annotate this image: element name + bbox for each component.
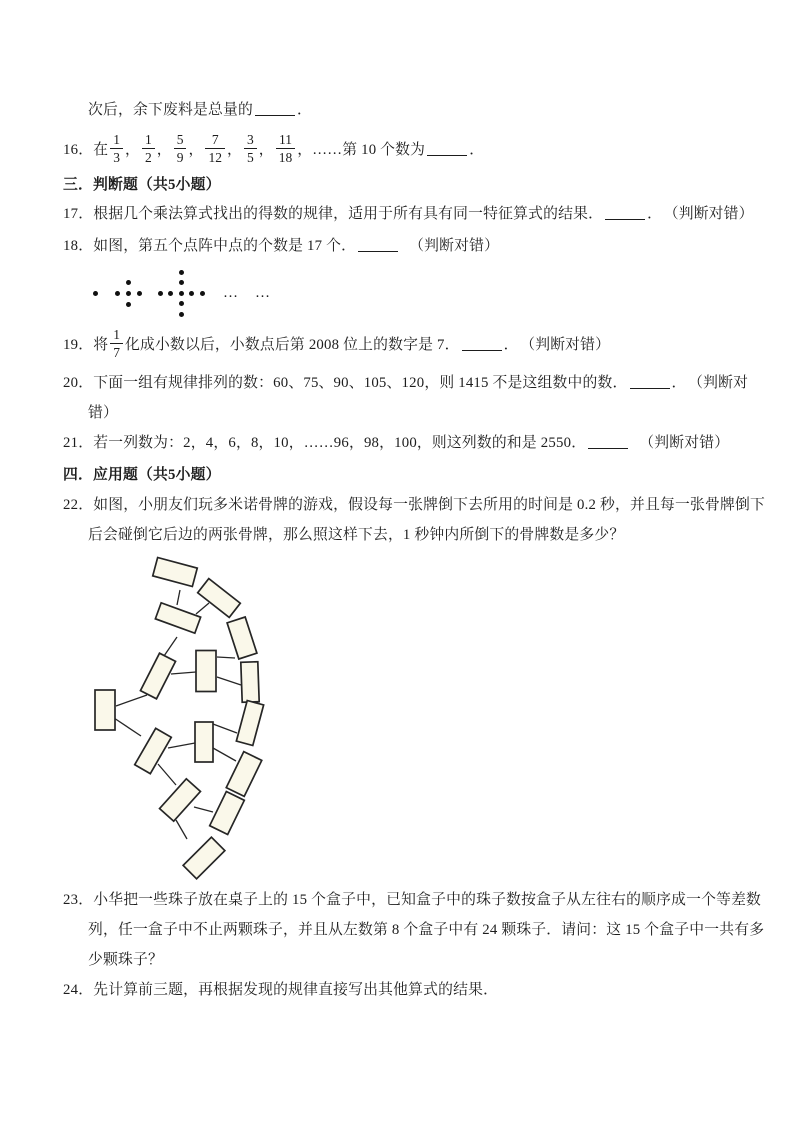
text-run: 次后，余下废料是总量的 — [88, 102, 253, 118]
text-run: （判断对错） — [527, 337, 611, 353]
question-22-line2 — [88, 526, 624, 545]
text-run: ， — [226, 142, 242, 158]
text-run: 四．应用题（共5小题） — [63, 467, 221, 483]
dot — [126, 280, 131, 285]
domino — [95, 690, 115, 730]
domino — [155, 603, 200, 633]
answer-blank — [462, 337, 502, 351]
domino — [153, 558, 198, 587]
domino — [195, 722, 213, 762]
text-run: 22．如图，小朋友们玩多米诺骨牌的游戏，假设每一张牌倒下去所用的时间是 0.2 秒，并且每一张骨牌倒下 — [63, 497, 765, 513]
fraction — [276, 132, 296, 165]
fraction-denominator: 12 — [208, 150, 222, 166]
question-17 — [63, 205, 754, 224]
domino — [160, 779, 201, 821]
answer-blank — [588, 435, 628, 449]
fraction — [142, 132, 155, 165]
dot — [126, 291, 131, 296]
text-run: 少颗珠子？ — [88, 952, 163, 968]
fraction — [205, 132, 225, 165]
fraction-denominator: 18 — [278, 150, 293, 166]
text-run: （判断对 — [695, 375, 749, 391]
question-21 — [63, 434, 729, 453]
section-4-header — [63, 466, 221, 485]
dot — [179, 312, 184, 317]
domino-link-line — [114, 718, 141, 736]
text-run: 后会碰倒它后边的两张骨牌，那么照这样下去，1 秒钟内所倒下的骨牌数是多少？ — [88, 527, 625, 543]
dot — [93, 291, 98, 296]
text-run: ， — [258, 142, 274, 158]
text-run: ． — [671, 375, 687, 391]
domino-link-line — [168, 743, 195, 748]
fraction-numerator: 7 — [205, 132, 225, 149]
fraction-denominator: 7 — [113, 345, 120, 361]
dot — [179, 280, 184, 285]
text-run: 列，任一盒子中不止两颗珠子，并且从左数第 8 个盒子中有 24 颗珠子．请问：这 15 个盒子中一共有多 — [88, 922, 765, 938]
question-23-line1 — [63, 891, 761, 910]
dot — [179, 270, 184, 275]
domino-link-line — [177, 590, 180, 605]
question-22-line1 — [63, 496, 765, 515]
domino-diagram — [85, 550, 275, 885]
domino-link-line — [171, 672, 196, 674]
dot — [200, 291, 205, 296]
text-run: 20．下面一组有规律排列的数：60、75、90、105、120，则 1415 不是这组数中的数． — [63, 375, 628, 391]
fraction — [110, 327, 123, 360]
text-run: 错） — [88, 405, 118, 421]
fraction-denominator: 5 — [246, 150, 254, 166]
question-23-line2 — [88, 921, 764, 940]
fraction-numerator: 1 — [110, 327, 123, 344]
text-run: ． — [469, 142, 485, 158]
answer-blank — [427, 142, 467, 156]
fraction-numerator: 11 — [276, 132, 296, 149]
question-20-line2 — [88, 404, 118, 423]
domino — [140, 653, 175, 699]
text-run: （判断对错） — [639, 435, 730, 451]
question-18 — [63, 237, 499, 256]
domino-link-line — [194, 807, 213, 812]
domino-link-line — [196, 603, 209, 614]
dot — [179, 291, 184, 296]
text-run: ， — [156, 142, 172, 158]
domino-link-line — [217, 677, 241, 685]
fraction-numerator: 5 — [174, 132, 187, 149]
question-16 — [63, 134, 484, 167]
question-20-line1 — [63, 374, 748, 393]
fraction-denominator: 2 — [144, 150, 152, 166]
dot — [179, 301, 184, 306]
question-24 — [63, 981, 498, 1000]
text-run: 17．根据几个乘法算式找出的得数的规律，适用于所有具有同一特征算式的结果． — [63, 206, 604, 222]
fraction — [110, 132, 123, 165]
text-run: 化成小数以后，小数点后第 2008 位上的数字是 7． — [124, 337, 460, 353]
fraction-denominator: 9 — [176, 150, 184, 166]
fraction-denominator: 3 — [113, 150, 120, 166]
text-run: ， — [124, 142, 140, 158]
dot — [158, 291, 163, 296]
dot — [126, 302, 131, 307]
text-run: ． — [503, 337, 519, 353]
question-23-line3 — [88, 951, 163, 970]
text-run: 21．若一列数为：2，4，6，8，10，……96，98，100，则这列数的和是 2550． — [63, 435, 587, 451]
dot — [137, 291, 142, 296]
fraction-numerator: 1 — [110, 132, 123, 149]
domino — [236, 701, 263, 746]
domino — [196, 651, 216, 692]
text-run: ， — [188, 142, 204, 158]
answer-blank — [255, 102, 295, 116]
text-run: ，……第 10 个数为 — [297, 142, 426, 158]
dot-pattern-ellipsis: … … — [223, 285, 272, 301]
domino — [198, 579, 241, 618]
domino — [241, 662, 259, 703]
answer-blank — [630, 375, 670, 389]
fraction-numerator: 3 — [244, 132, 257, 149]
dot — [189, 291, 194, 296]
domino — [183, 837, 225, 879]
text-run: 18．如图，第五个点阵中点的个数是 17 个． — [63, 238, 357, 254]
text-run: 16．在 — [63, 142, 109, 158]
domino-link-line — [116, 695, 147, 706]
text-run: （判断对错） — [671, 206, 754, 222]
answer-blank — [358, 238, 398, 252]
section-3-header — [63, 176, 221, 195]
text-run: ． — [296, 102, 312, 118]
fraction — [174, 132, 187, 165]
text-run: （判断对错） — [409, 238, 500, 254]
domino-link-line — [213, 724, 237, 733]
text-run: 19．将 — [63, 337, 109, 353]
domino-link-line — [213, 748, 236, 761]
domino-link-line — [217, 657, 235, 658]
dot — [115, 291, 120, 296]
text-run: 24．先计算前三题，再根据发现的规律直接写出其他算式的结果． — [63, 982, 499, 998]
dot — [168, 291, 173, 296]
domino-link-line — [158, 764, 176, 785]
domino-link-line — [176, 820, 187, 839]
answer-blank — [605, 206, 645, 220]
domino — [210, 792, 245, 835]
text-run: ． — [647, 206, 663, 222]
fraction — [244, 132, 257, 165]
q15-continuation — [88, 101, 312, 120]
fraction-numerator: 1 — [142, 132, 155, 149]
domino-link-line — [164, 637, 177, 656]
text-run: 三．判断题（共5小题） — [63, 177, 221, 193]
question-19 — [63, 329, 610, 362]
text-run: 23．小华把一些珠子放在桌子上的 15 个盒子中，已知盒子中的珠子数按盒子从左往右的顺序成一个等差数 — [63, 892, 762, 908]
domino — [227, 617, 257, 659]
